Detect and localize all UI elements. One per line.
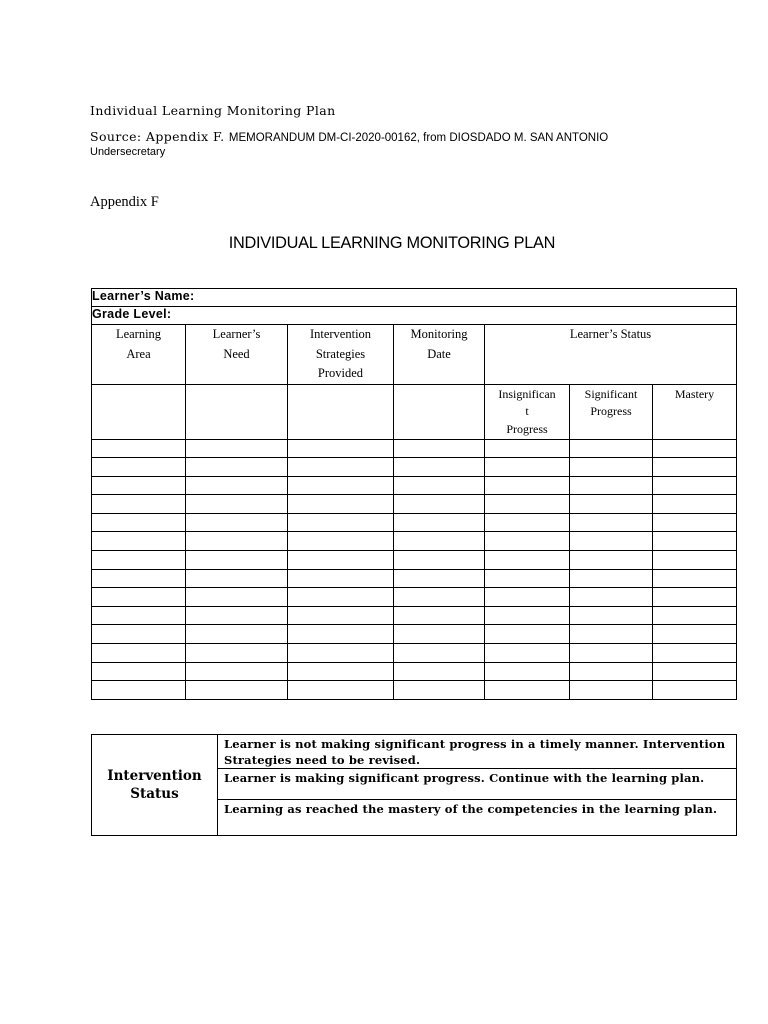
col-learning-area-line2: Area bbox=[126, 346, 151, 361]
subheader-blank-cell[interactable] bbox=[186, 384, 288, 439]
table-cell[interactable] bbox=[92, 662, 186, 681]
table-cell[interactable] bbox=[92, 532, 186, 551]
col-learners-need-line1: Learner’s bbox=[212, 327, 261, 341]
table-cell[interactable] bbox=[485, 551, 570, 570]
table-cell[interactable] bbox=[186, 476, 288, 495]
document-heading: Individual Learning Monitoring Plan bbox=[90, 103, 336, 118]
table-cell[interactable] bbox=[485, 569, 570, 588]
table-cell[interactable] bbox=[570, 551, 653, 570]
table-row bbox=[92, 569, 737, 588]
subheader-blank-cell[interactable] bbox=[288, 384, 394, 439]
table-cell[interactable] bbox=[485, 495, 570, 514]
table-row bbox=[92, 644, 737, 663]
table-cell[interactable] bbox=[288, 458, 394, 477]
table-cell[interactable] bbox=[288, 551, 394, 570]
col-learners-status bbox=[485, 325, 737, 385]
table-cell[interactable] bbox=[653, 532, 737, 551]
col-intervention-line2: Strategies bbox=[315, 346, 366, 361]
table-cell[interactable] bbox=[485, 606, 570, 625]
table-cell[interactable] bbox=[288, 588, 394, 607]
table-cell[interactable] bbox=[394, 458, 485, 477]
table-cell[interactable] bbox=[653, 606, 737, 625]
table-cell[interactable] bbox=[186, 551, 288, 570]
table-row bbox=[92, 625, 737, 644]
table-cell[interactable] bbox=[653, 625, 737, 644]
table-cell[interactable] bbox=[653, 476, 737, 495]
status-mastery: Learning as reached the mastery of the competencies in the learning plan. bbox=[218, 800, 737, 836]
status-not-significant: Learner is not making significant progress in a timely manner. Intervention Strategies need to be revised. bbox=[218, 735, 737, 769]
table-cell[interactable] bbox=[570, 439, 653, 458]
table-cell[interactable] bbox=[186, 606, 288, 625]
page-title-text: INDIVIDUAL LEARNING MONITORING PLAN bbox=[228, 233, 556, 252]
table-cell[interactable] bbox=[485, 476, 570, 495]
page-title bbox=[0, 233, 768, 253]
table-cell[interactable] bbox=[485, 532, 570, 551]
memo-reference: MEMORANDUM DM-CI-2020-00162, from DIOSDADO M. SAN ANTONIO bbox=[228, 132, 609, 144]
table-cell[interactable] bbox=[653, 588, 737, 607]
table-cell[interactable] bbox=[570, 625, 653, 644]
appendix-label: Appendix F bbox=[90, 194, 159, 210]
table-cell[interactable] bbox=[288, 606, 394, 625]
table-cell[interactable] bbox=[92, 681, 186, 700]
table-cell[interactable] bbox=[394, 495, 485, 514]
table-cell[interactable] bbox=[570, 644, 653, 663]
table-cell[interactable] bbox=[288, 476, 394, 495]
table-row bbox=[92, 662, 737, 681]
table-cell[interactable] bbox=[653, 495, 737, 514]
table-cell[interactable] bbox=[485, 513, 570, 532]
sub-insignificant-line3: Progress bbox=[506, 421, 548, 436]
table-row bbox=[92, 606, 737, 625]
undersecretary-line: Undersecretary bbox=[90, 146, 166, 158]
table-cell[interactable] bbox=[570, 495, 653, 514]
status-significant: Learner is making significant progress. Continue with the learning plan. bbox=[218, 769, 737, 800]
entry-rows bbox=[92, 439, 737, 699]
table-cell[interactable] bbox=[186, 681, 288, 700]
table-cell[interactable] bbox=[288, 532, 394, 551]
table-cell[interactable] bbox=[92, 588, 186, 607]
table-cell[interactable] bbox=[92, 644, 186, 663]
table-cell[interactable] bbox=[288, 569, 394, 588]
subheader-blank-cell[interactable] bbox=[92, 384, 186, 439]
table-cell[interactable] bbox=[92, 476, 186, 495]
grade-level-row bbox=[92, 307, 737, 325]
table-row bbox=[92, 588, 737, 607]
table-cell[interactable] bbox=[92, 495, 186, 514]
table-cell[interactable] bbox=[570, 513, 653, 532]
col-intervention bbox=[288, 325, 394, 385]
intervention-status-table bbox=[91, 734, 737, 836]
sub-mastery-text: Mastery bbox=[674, 386, 715, 401]
intervention-status-line2: Status bbox=[130, 786, 179, 802]
table-cell[interactable] bbox=[485, 588, 570, 607]
table-cell[interactable] bbox=[92, 625, 186, 644]
table-cell[interactable] bbox=[394, 476, 485, 495]
table-cell[interactable] bbox=[653, 662, 737, 681]
table-cell[interactable] bbox=[288, 495, 394, 514]
table-cell[interactable] bbox=[570, 662, 653, 681]
table-cell[interactable] bbox=[485, 625, 570, 644]
sub-significant-progress bbox=[570, 384, 653, 439]
col-monitoring-date bbox=[394, 325, 485, 385]
table-cell[interactable] bbox=[653, 551, 737, 570]
table-cell[interactable] bbox=[394, 513, 485, 532]
col-learning-area bbox=[92, 325, 186, 385]
table-cell[interactable] bbox=[485, 458, 570, 477]
table-cell[interactable] bbox=[394, 569, 485, 588]
column-header-row bbox=[92, 325, 737, 385]
table-cell[interactable] bbox=[288, 662, 394, 681]
table-cell[interactable] bbox=[186, 458, 288, 477]
table-row bbox=[92, 458, 737, 477]
learner-name-row bbox=[92, 289, 737, 307]
table-row bbox=[92, 551, 737, 570]
subheader-blank-cell[interactable] bbox=[394, 384, 485, 439]
table-cell[interactable] bbox=[394, 644, 485, 663]
status-subheader-row bbox=[92, 384, 737, 439]
sub-insignificant-line2: t bbox=[525, 404, 529, 418]
table-row bbox=[92, 439, 737, 458]
table-cell[interactable] bbox=[570, 588, 653, 607]
table-row bbox=[92, 532, 737, 551]
sub-significant-line1: Significant bbox=[584, 386, 638, 401]
table-cell[interactable] bbox=[394, 588, 485, 607]
table-cell[interactable] bbox=[92, 606, 186, 625]
col-learning-area-line1: Learning bbox=[115, 327, 162, 341]
table-cell[interactable] bbox=[653, 644, 737, 663]
source-line bbox=[90, 129, 608, 144]
sub-significant-line2: Progress bbox=[590, 404, 632, 418]
table-cell[interactable] bbox=[92, 551, 186, 570]
col-learners-need bbox=[186, 325, 288, 385]
table-cell[interactable] bbox=[485, 439, 570, 458]
table-cell[interactable] bbox=[570, 458, 653, 477]
table-cell[interactable] bbox=[570, 606, 653, 625]
table-cell[interactable] bbox=[394, 551, 485, 570]
table-cell[interactable] bbox=[394, 681, 485, 700]
table-cell[interactable] bbox=[92, 439, 186, 458]
col-monitoring-line2: Date bbox=[427, 346, 451, 361]
monitoring-plan-table bbox=[91, 288, 737, 700]
col-intervention-line1: Intervention bbox=[309, 327, 372, 341]
source-label: Source: Appendix F. bbox=[90, 129, 225, 144]
intervention-status-label bbox=[92, 735, 218, 836]
table-cell[interactable] bbox=[485, 681, 570, 700]
table-row bbox=[92, 513, 737, 532]
table-cell[interactable] bbox=[186, 439, 288, 458]
table-cell[interactable] bbox=[288, 681, 394, 700]
table-cell[interactable] bbox=[186, 532, 288, 551]
intervention-status-line1: Intervention bbox=[107, 768, 202, 784]
table-cell[interactable] bbox=[653, 439, 737, 458]
sub-insignificant-line1: Insignifican bbox=[498, 386, 556, 401]
table-row bbox=[92, 681, 737, 700]
col-learners-need-line2: Need bbox=[223, 346, 250, 361]
table-row bbox=[92, 495, 737, 514]
table-cell[interactable] bbox=[653, 569, 737, 588]
table-cell[interactable] bbox=[394, 532, 485, 551]
table-cell[interactable] bbox=[288, 644, 394, 663]
col-status-text: Learner’s Status bbox=[569, 327, 652, 341]
table-cell[interactable] bbox=[485, 644, 570, 663]
status-row-1 bbox=[92, 735, 737, 769]
table-cell[interactable] bbox=[186, 625, 288, 644]
table-cell[interactable] bbox=[186, 644, 288, 663]
grade-level-label[interactable]: Grade Level: bbox=[92, 307, 737, 325]
table-cell[interactable] bbox=[394, 625, 485, 644]
table-cell[interactable] bbox=[394, 439, 485, 458]
table-cell[interactable] bbox=[653, 681, 737, 700]
table-cell[interactable] bbox=[186, 588, 288, 607]
sub-mastery bbox=[653, 384, 737, 439]
table-cell[interactable] bbox=[186, 569, 288, 588]
table-row bbox=[92, 476, 737, 495]
table-cell[interactable] bbox=[485, 662, 570, 681]
table-cell[interactable] bbox=[92, 458, 186, 477]
learner-name-label[interactable]: Learner’s Name: bbox=[92, 289, 737, 307]
table-cell[interactable] bbox=[570, 476, 653, 495]
table-cell[interactable] bbox=[92, 513, 186, 532]
table-cell[interactable] bbox=[653, 458, 737, 477]
table-cell[interactable] bbox=[570, 681, 653, 700]
table-cell[interactable] bbox=[288, 625, 394, 644]
table-cell[interactable] bbox=[288, 439, 394, 458]
table-cell[interactable] bbox=[186, 513, 288, 532]
table-cell[interactable] bbox=[92, 569, 186, 588]
table-cell[interactable] bbox=[570, 532, 653, 551]
table-cell[interactable] bbox=[288, 513, 394, 532]
table-cell[interactable] bbox=[394, 662, 485, 681]
table-cell[interactable] bbox=[186, 662, 288, 681]
table-cell[interactable] bbox=[394, 606, 485, 625]
table-cell[interactable] bbox=[570, 569, 653, 588]
table-cell[interactable] bbox=[653, 513, 737, 532]
table-cell[interactable] bbox=[186, 495, 288, 514]
col-monitoring-line1: Monitoring bbox=[410, 327, 468, 341]
sub-insignificant-progress bbox=[485, 384, 570, 439]
col-intervention-line3: Provided bbox=[317, 366, 364, 380]
